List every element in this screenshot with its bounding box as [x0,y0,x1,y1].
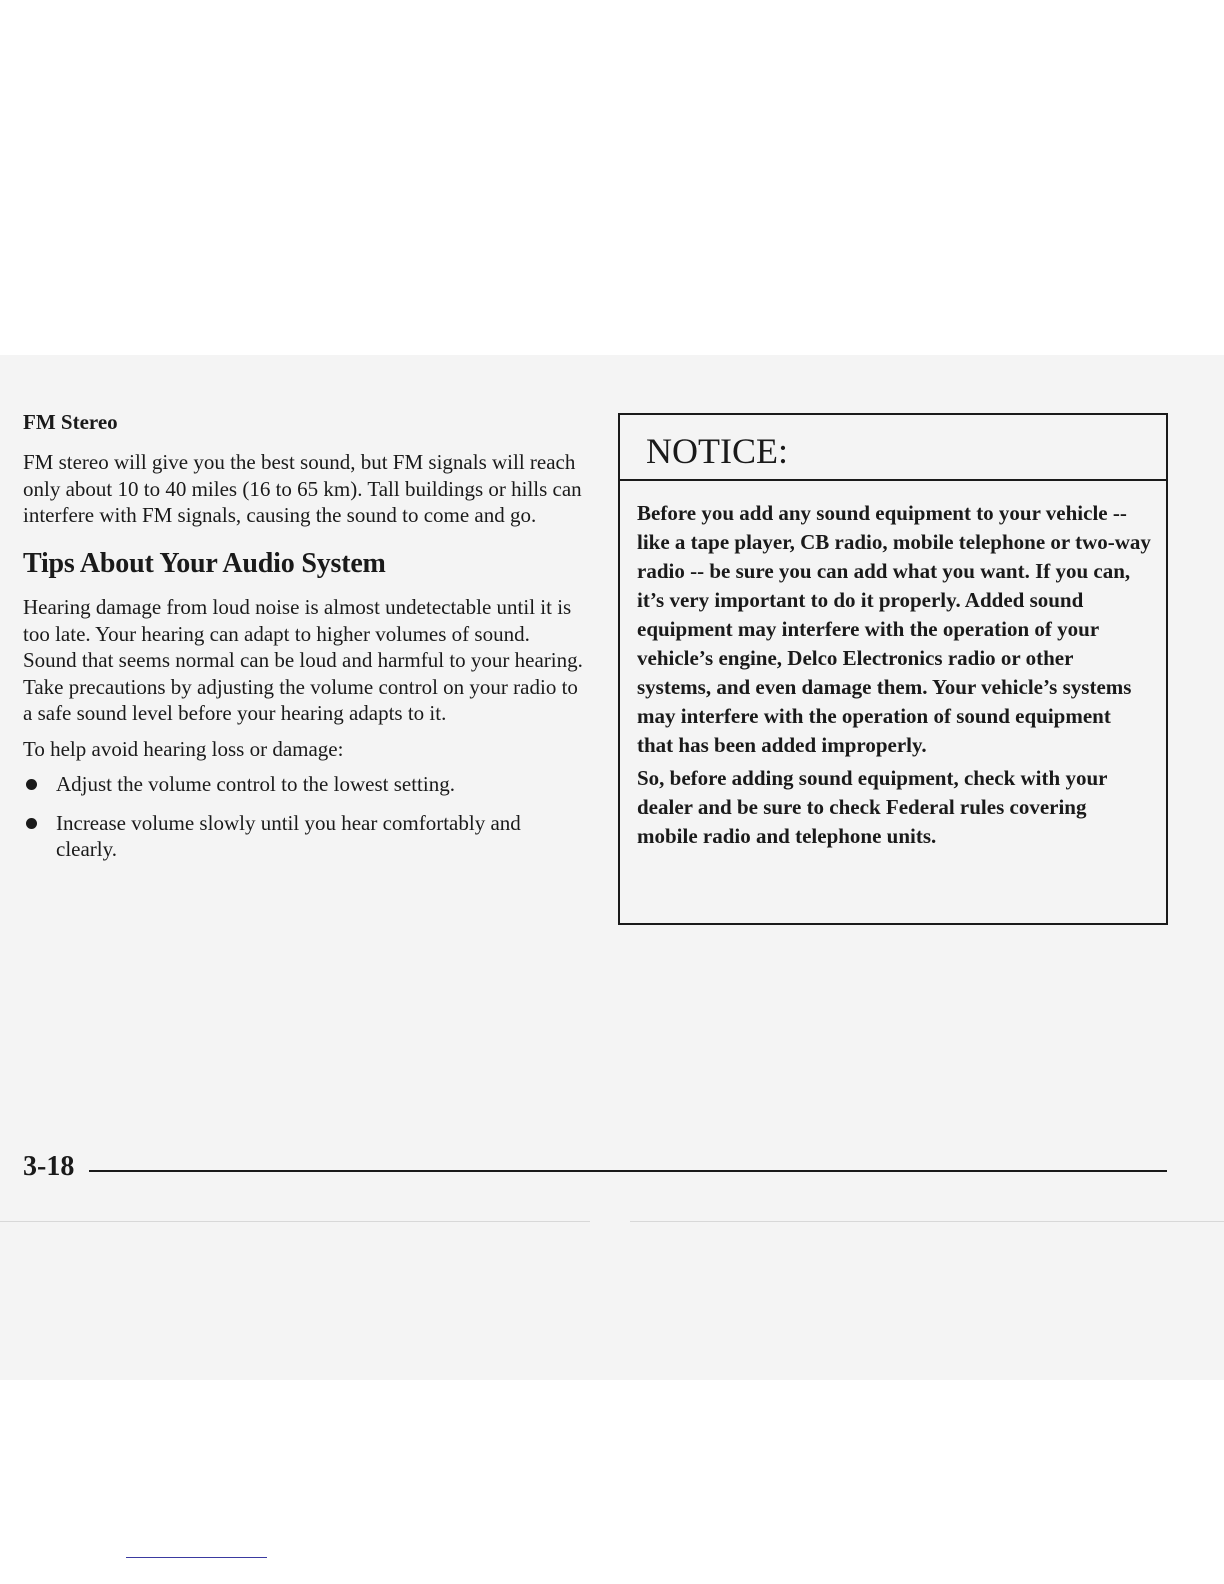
bullet-icon [26,779,37,790]
tips-bullet-list [23,771,583,863]
link-underline [126,1557,267,1558]
list-item [23,771,583,798]
list-item [23,810,583,863]
bullet-text: Adjust the volume control to the lowest setting. [56,772,455,797]
fm-stereo-paragraph: FM stereo will give you the best sound, but FM signals will reach only about 10 to 40 miles (16 to 65 km). Tall buildings or hills can interfere with FM signals, causing the sound to come and go. [23,450,582,528]
notice-paragraph: Before you add any sound equipment to your vehicle -- like a tape player, CB radio, mobile telephone or two-way radio -- be sure you can add what you want. If you can, it’s very important to do it properly. Added sound equipment may interfere with the operation of your vehicle’s engine, Delco Electronics radio or other systems, and even damage them. Your vehicle’s systems may interfere with the operation of sound equipment that has been added improperly. [637,501,1151,757]
page-number: 3-18 [23,1151,75,1182]
left-column [23,410,583,875]
tips-intro: To help avoid hearing loss or damage: [23,736,344,761]
scan-line [0,1221,590,1222]
notice-body [620,481,1166,851]
scan-line [630,1221,1224,1222]
notice-box [618,413,1168,925]
footer-divider [89,1170,1167,1172]
fm-stereo-heading: FM Stereo [23,410,118,434]
tips-paragraph: Hearing damage from loud noise is almost undetectable until it is too late. Your hearing can adapt to higher volumes of sound. Sound that seems normal can be loud and harmful to your hearing. Take precautions by adjusting the volume control on your radio to a safe sound level before your hearing adapts to it. [23,595,583,726]
notice-paragraph: So, before adding sound equipment, check with your dealer and be sure to check Federal rules covering mobile radio and telephone units. [637,766,1108,848]
bullet-text: Increase volume slowly until you hear comfortably and clearly. [56,810,521,862]
tips-heading: Tips About Your Audio System [23,547,386,579]
notice-title: NOTICE: [620,415,1166,481]
bullet-icon [26,818,37,829]
